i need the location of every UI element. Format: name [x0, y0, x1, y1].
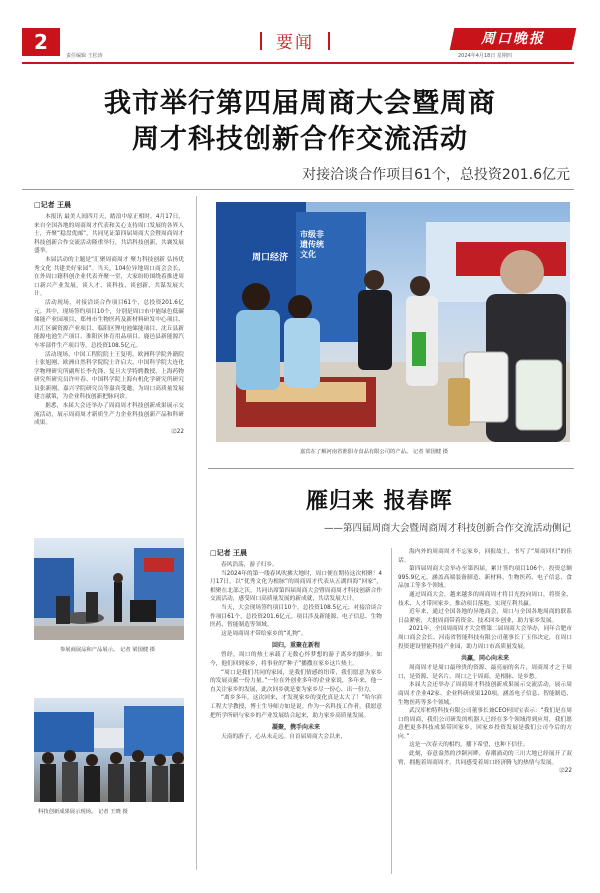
exhibit-photo-illustration	[34, 538, 184, 640]
feature-paragraph: 天南的游子，心从未走远。自首届周商大会以来，	[221, 734, 347, 741]
photo-caption-top: 嘉宾在了解河南省淮阳寺食品有限公司的产品。 记者 梁国健 摄	[300, 449, 449, 455]
article-paragraph: 活动现场，中国工程院院士王复明、欧洲科学院外籍院士张旭刚、欧洲自然科学院院士许启大、中国科学院大连化学物理研究所副所长李先锋、复旦大学特聘教授、上海药物研究所研究员许叶春、中国科学院上海有机化学研究所研究员张新刚、嘉兴学院研究员等嘉宾受邀，为周口高质量发展建言献策，为企业科技创新把脉问诊。	[34, 351, 184, 401]
feature-paragraph: 第四届周商大会举办至第四届，累计签约项目106个，投资总额995.9亿元，涵盖高端装备制造、新材料、生物医药、电子信息、食品加工等多个领域。	[398, 566, 572, 590]
page-number: 2	[22, 28, 60, 56]
editor-line: 责任编辑 王松涛	[66, 53, 103, 59]
feature-paragraph: 曾经，周口的热土承载了无数心怀梦想的游子离乡的脚步。如今，他们回到家乡，将事业的“种子”播撒在家乡这片热土。	[210, 652, 382, 667]
feature-paragraph: 武汉库柏特科技有限公司董事长兼CEO何国宝表示：“我们是在周口的周商，我们公司研发的机器人已经在多个领域得到应用，我们愿意把更多科技成果带回家乡，回家乡投资发展是我们公司今后的方向。”	[398, 708, 572, 740]
article-byline: □记者 王晨	[34, 201, 72, 209]
expo-photo-illustration	[216, 202, 570, 442]
feature-byline: □记者 王晨	[210, 549, 248, 557]
header-rule	[22, 62, 574, 64]
exhibit-photo	[34, 538, 184, 640]
section-label: 要闻	[250, 28, 340, 53]
headline-divider	[22, 189, 574, 190]
headline	[30, 86, 570, 158]
feature-subheading: 回归，重聚在新程	[271, 642, 320, 650]
masthead-logo: 周口晚报	[450, 28, 577, 50]
article-paragraph: 本报讯 最美人间四月天，踏浪中原正相时。4月17日，来自全国各地的周商周才代表和关心支持周口发展的各界人士，齐聚“稳盘优邮”，共同见证第四届周商大会暨周商周才科技创新合作交流活动隆重举行，共话科技创新，共襄发展盛举。	[34, 214, 184, 255]
feature-paragraph: 这是一次春天的相约，播下希望，也种下信任。	[409, 742, 529, 749]
feature-title: 雁归来 报春晖	[306, 489, 453, 514]
feature-paragraph: 2021年，全国周商周才大会暨第二届周商大会举办，同年合肥市周口商会会长、河南省智能科技有限公司董事长丁玉伟决定，在周口投资建设智能科技产业园，助力周口市高质量发展。	[398, 626, 572, 650]
end-mark: ⑫22	[171, 428, 184, 435]
feature-paragraph: 当天，大会现场签约项目10个，总投资108.5亿元；对接洽谈合作项目61个，总投资201.6亿元。项目涉及新能源、电子信息、生物医药、智能制造等领域。	[210, 604, 382, 629]
feature-paragraph: 周商周才是周口最珍贵的资源、最亮丽的名片，周商周才之于周口，是资源、是名片，周口之于周商，是根脉、是乡愁。	[398, 665, 572, 680]
column-divider	[196, 196, 197, 870]
feature-paragraph: 春风浩荡，游子归乡。	[221, 562, 278, 568]
photo-caption-mid: 参展商展品和产品展示。 记者 梁国健 摄	[60, 647, 156, 653]
article-paragraph: 据悉，本届大会还举办了周商周才科技创新成果展示交流活动，展示周商周才新质生产力企业科技创新产品和科研成果。	[34, 403, 184, 427]
feature-divider	[208, 468, 574, 469]
feature-paragraph: “离乡多年，这次回来，才发现家乡的变化真是太大了！”哈尔滨工程大学教授、博士生导师方如是说。作为一名科技工作者，我愿意把所学所研与家乡的产业发展结合起来，助力家乡高质量发展。	[210, 695, 382, 719]
crowd-photo	[34, 698, 184, 802]
banner-text: 市级非遗传统文化	[300, 230, 324, 259]
subheadline: 对接洽谈合作项目61个，总投资201.6亿元	[302, 167, 570, 183]
headline-line-2: 周才科技创新合作交流活动	[132, 124, 468, 155]
article-paragraph: 活动现场，对接洽谈合作项目61个，总投资201.6亿元。其中，现场签约项目10个，分别是周口市中能绿色低碳储能产业园项目、郑州市生物医药及新材料研发中心项目、川汇区碳资源产业项目、临阳区锂电池储能项目、沈丘县新能源电池生产项目、淮阳区体育用品项目、鹿邑县新能源汽车零部件生产项目等，总投资108.5亿元。	[34, 299, 184, 349]
photo-caption-bottom: 科技创新成果展示现场。 记者 王晓 摄	[38, 809, 128, 815]
feature-paragraph: 海内外的周商周才不忘家乡，回报故土，书写了“周商回归”的佳话。	[398, 549, 572, 564]
feature-column-1	[210, 561, 382, 877]
feature-subheading: 共赢，同心向未来	[460, 655, 509, 663]
feature-paragraph: 此刻，春意盎然的沙颍河畔，春潮涌动的三川大地已经展开了双臂，拥抱着周商周才，共同感受着周口经济腾飞的热情与发展。	[398, 751, 572, 766]
feature-column-2	[398, 548, 572, 878]
feature-paragraph: 当2024年的第一缕春风吹拂大地时，周口便在期待这次相聚！4月17日，以“优秀文化为根脉”的周商周才代表从五湖四海“回家”，相聚在北部之沃，共同出席第四届周商大会暨周商周才科技创新合作交流活动，感受周口高质量发展的新成就，共话发展大计。	[210, 570, 382, 603]
dateline: 2024年4月18日 星期四	[458, 53, 512, 59]
feature-paragraph: “周口是我们共同的家园，是我们情感的纽带，我们愿意为家乡的发展贡献一份力量。”一位在外创业多年的企业家说，多年来，他一直关注家乡的发展，此次回乡就是要为家乡尽一份心、出一份力。	[210, 669, 382, 693]
feature-paragraph: 这是周商周才带给家乡的“礼物”。	[221, 630, 307, 637]
expo-photo	[216, 202, 570, 442]
crowd-photo-illustration	[34, 698, 184, 802]
feature-paragraph: 通过周商大会，越来越多的周商周才将目光投向周口，将资金、技术、人才带回家乡，推动项目落地，实现互利共赢。	[398, 591, 572, 607]
end-mark: ⑫22	[559, 768, 572, 775]
feature-paragraph: 本届大会还举办了周商周才科技创新成果展示交流活动，展示周商周才企业42家、企业科研成果120项，涵盖电子信息、智能制造、生物医药等多个领域。	[398, 682, 572, 706]
article-paragraph: 本届活动的主题是“汇聚周商周才 聚力科技创新 弘扬优秀文化 共建美好家园”。当天，104位异地周口商会会长、在外周口籍科创企业代表齐聚一堂，大家纷纷围绕着推进周口新兴产业发展，谈人才、谈科技、谈创新，共谋发展大计。	[34, 256, 184, 298]
article-body	[34, 213, 184, 529]
feature-paragraph: 近年来，通过全国各地的异地商会，周口与全国各地周商的联系日益紧密，大批周商带着资金、技术回乡创业，助力家乡发展。	[398, 609, 572, 624]
feature-subtitle: ——第四届周商大会暨周商周才科技创新合作交流活动侧记	[323, 523, 571, 534]
headline-line-1: 我市举行第四届周商大会暨周商	[104, 88, 496, 119]
column-divider	[391, 548, 392, 874]
feature-subheading: 凝聚，携手向未来	[271, 724, 320, 732]
sign-text: 周口经济	[252, 253, 289, 263]
